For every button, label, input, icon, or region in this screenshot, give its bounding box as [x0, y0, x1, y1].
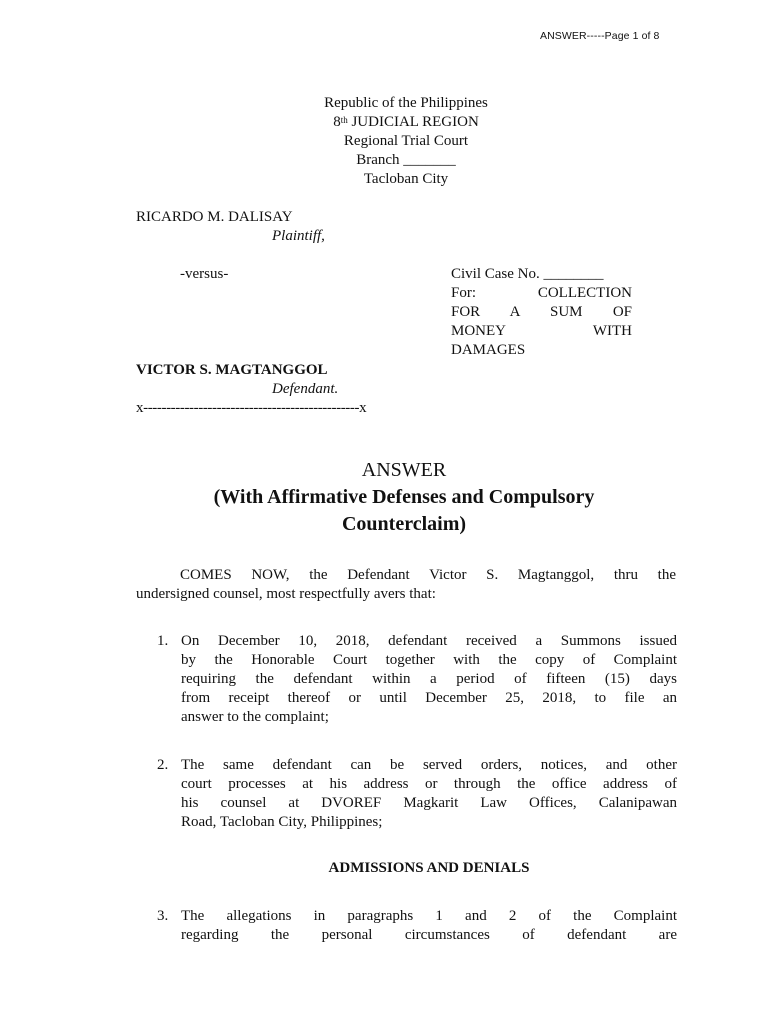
- item-number: 1.: [157, 633, 169, 649]
- case-info-block: [451, 265, 632, 360]
- court-line-branch: Branch _______: [356, 152, 456, 168]
- plaintiff-name: RICARDO M. DALISAY: [136, 209, 293, 225]
- item-text: The allegations in paragraphs 1 and 2 of the Complaint regarding the personal circumstances of defendant are: [181, 908, 677, 943]
- item-text: The same defendant can be served orders, notices, and other court processes at his address or through the office address of his counsel at DVOREF Magkarit Law Offices, Calanipawan Road, Tacloban City, Philippines;: [181, 757, 677, 830]
- court-line-region: 8th JUDICIAL REGION: [333, 114, 479, 130]
- case-for-line-1: For: COLLECTION: [451, 285, 632, 301]
- court-heading: [0, 94, 768, 189]
- section-heading: ADMISSIONS AND DENIALS: [328, 860, 530, 876]
- case-for-line-4: DAMAGES: [451, 342, 526, 358]
- item-number: 2.: [157, 757, 169, 773]
- item-number: 3.: [157, 908, 169, 924]
- case-for-line-2: FOR A SUM OF: [451, 304, 632, 320]
- defendant-name: VICTOR S. MAGTANGGOL: [136, 362, 328, 378]
- item-text: On December 10, 2018, defendant received a Summons issued by the Honorable Court together with the copy of Complaint requiring the defendant within a period of fifteen (15) days from receipt thereof or until December 25, 2018, to file an answer to the complaint;: [181, 633, 677, 725]
- intro-line-2: undersigned counsel, most respectfully avers that:: [136, 586, 436, 602]
- court-line-republic: Republic of the Philippines: [324, 95, 488, 111]
- page-header: ANSWER-----Page 1 of 8: [540, 30, 660, 42]
- caption-separator: x-----------------------------------------------x: [136, 400, 367, 416]
- versus-label: -versus-: [180, 266, 229, 282]
- intro-paragraph: [136, 566, 676, 604]
- intro-line-1: COMES NOW, the Defendant Victor S. Magtanggol, thru the: [180, 567, 676, 583]
- title-main: ANSWER: [361, 459, 447, 481]
- case-for-line-3: MONEY WITH: [451, 323, 632, 339]
- title-sub-line-2: Counterclaim): [341, 513, 467, 535]
- case-number: Civil Case No. ________: [451, 266, 604, 282]
- document-title: [0, 457, 768, 538]
- court-line-city: Tacloban City: [363, 171, 449, 187]
- court-line-rtc: Regional Trial Court: [343, 133, 469, 149]
- defendant-role: Defendant.: [272, 381, 339, 397]
- title-sub-line-1: (With Affirmative Defenses and Compulsory: [213, 486, 595, 508]
- plaintiff-role: Plaintiff,: [272, 228, 325, 244]
